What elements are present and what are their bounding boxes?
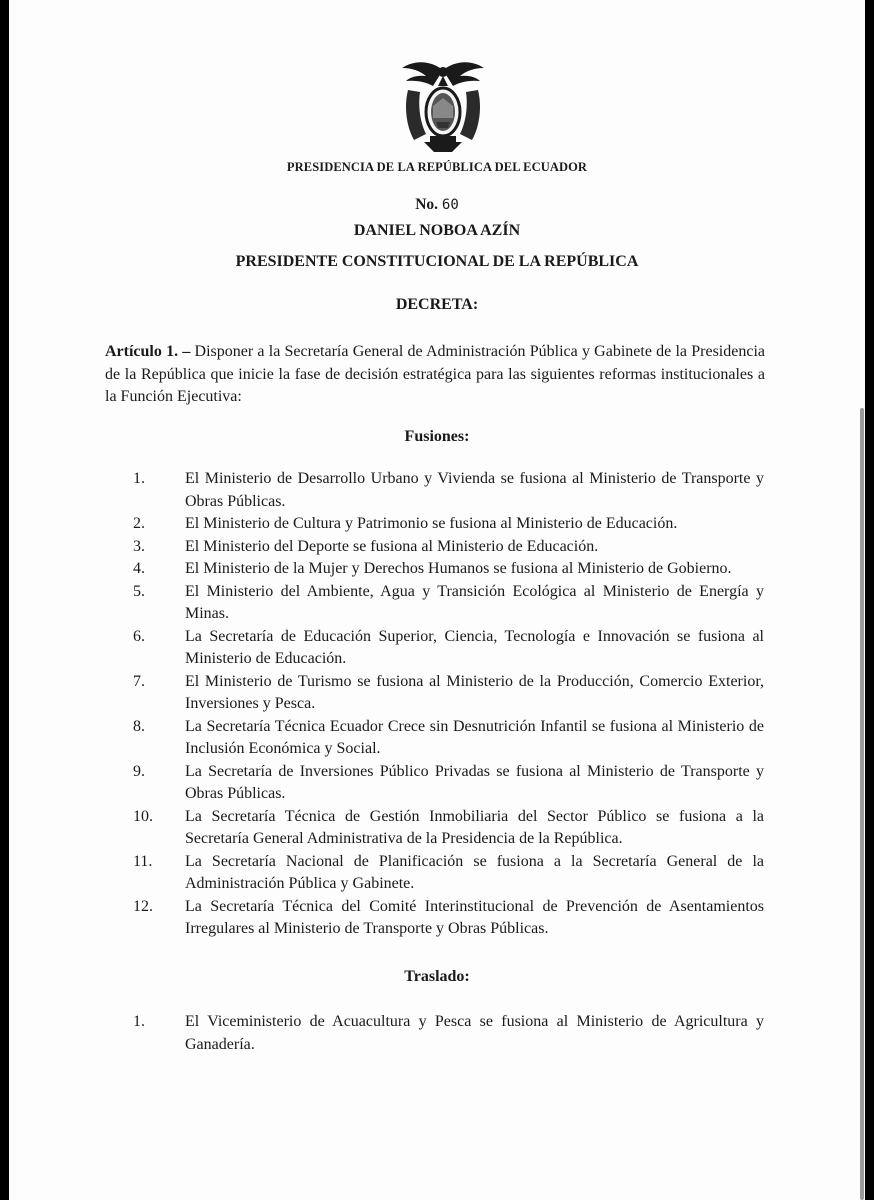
- item-number: 6.: [133, 627, 145, 645]
- scrollbar[interactable]: [860, 408, 864, 1200]
- item-text: El Ministerio de la Mujer y Derechos Humanos se fusiona al Ministerio de Gobierno.: [185, 560, 732, 577]
- item-text: El Ministerio del Ambiente, Agua y Transición Ecológica al Ministerio de Energía y Minas.: [185, 582, 764, 622]
- list-item: [9, 558, 865, 581]
- list-item: [9, 851, 865, 896]
- item-number: 4.: [133, 560, 145, 577]
- fusiones-list: [9, 468, 865, 941]
- list-item: [9, 806, 865, 851]
- list-item: [9, 761, 865, 806]
- item-text: El Viceministerio de Acuacultura y Pesca se fusiona al Ministerio de Agricultura y Ganadería.: [185, 1013, 764, 1053]
- decreta-heading: DECRETA:: [395, 296, 479, 313]
- decree-number-line: [9, 196, 865, 214]
- item-number: 12.: [133, 897, 153, 915]
- decree-number: 60: [441, 197, 459, 213]
- item-text: La Secretaría Técnica Ecuador Crece sin Desnutrición Infantil se fusiona al Ministerio de Inclusión Económica y Social.: [185, 717, 764, 757]
- article-1-paragraph: [105, 341, 765, 409]
- item-number: 9.: [133, 762, 145, 780]
- list-item: [9, 468, 865, 513]
- item-number: 10.: [133, 807, 153, 825]
- list-item: [9, 671, 865, 716]
- item-text: El Ministerio del Deporte se fusiona al Ministerio de Educación.: [185, 537, 599, 555]
- list-item: [9, 896, 865, 941]
- item-number: 3.: [133, 537, 145, 555]
- list-item: [9, 626, 865, 671]
- item-text: La Secretaría de Educación Superior, Ciencia, Tecnología e Innovación se fusiona al Ministerio de Educación.: [185, 627, 764, 667]
- coat-of-arms-icon: [400, 56, 486, 156]
- item-text: La Secretaría Nacional de Planificación se fusiona a la Secretaría General de la Administración Pública y Gabinete.: [185, 852, 764, 892]
- president-title: PRESIDENTE CONSTITUCIONAL DE LA REPÚBLICA: [235, 253, 639, 270]
- item-text: La Secretaría Técnica de Gestión Inmobiliaria del Sector Público se fusiona a la Secretaría General Administrativa de la Presidencia de la República.: [185, 807, 764, 847]
- item-text: La Secretaría de Inversiones Público Privadas se fusiona al Ministerio de Transporte y Obras Públicas.: [185, 762, 764, 802]
- institution-name: PRESIDENCIA DE LA REPÚBLICA DEL ECUADOR: [286, 160, 588, 174]
- item-number: 7.: [133, 672, 145, 690]
- item-number: 1.: [133, 1013, 145, 1030]
- item-number: 1.: [133, 470, 145, 487]
- decree-label: No.: [415, 196, 439, 213]
- traslado-list: [9, 1011, 865, 1056]
- list-item: [9, 716, 865, 761]
- item-text: La Secretaría Técnica del Comité Interinstitucional de Prevención de Asentamientos Irregulares al Ministerio de Transporte y Obras Públicas.: [185, 897, 764, 937]
- item-text: El Ministerio de Desarrollo Urbano y Vivienda se fusiona al Ministerio de Transporte y Obras Públicas.: [185, 470, 764, 510]
- fusiones-heading: Fusiones:: [404, 428, 470, 445]
- item-text: El Ministerio de Turismo se fusiona al Ministerio de la Producción, Comercio Exterior, Inversiones y Pesca.: [185, 672, 764, 712]
- document-page: [9, 0, 865, 1200]
- list-item: [9, 536, 865, 559]
- item-number: 5.: [133, 582, 145, 600]
- item-number: 11.: [133, 852, 153, 870]
- list-item: [9, 513, 865, 536]
- item-number: 2.: [133, 515, 145, 532]
- list-item: [9, 1011, 865, 1056]
- item-text: El Ministerio de Cultura y Patrimonio se fusiona al Ministerio de Educación.: [185, 515, 678, 532]
- president-name: DANIEL NOBOA AZÍN: [353, 222, 521, 239]
- article-text: Disponer a la Secretaría General de Administración Pública y Gabinete de la Presidencia de la República que inicie la fase de decisión estratégica para las siguientes reformas institucionales a la Función Ejecutiva:: [105, 343, 766, 405]
- list-item: [9, 581, 865, 626]
- item-number: 8.: [133, 717, 145, 735]
- traslado-heading: Traslado:: [404, 968, 470, 985]
- article-label: Artículo 1. –: [105, 343, 191, 360]
